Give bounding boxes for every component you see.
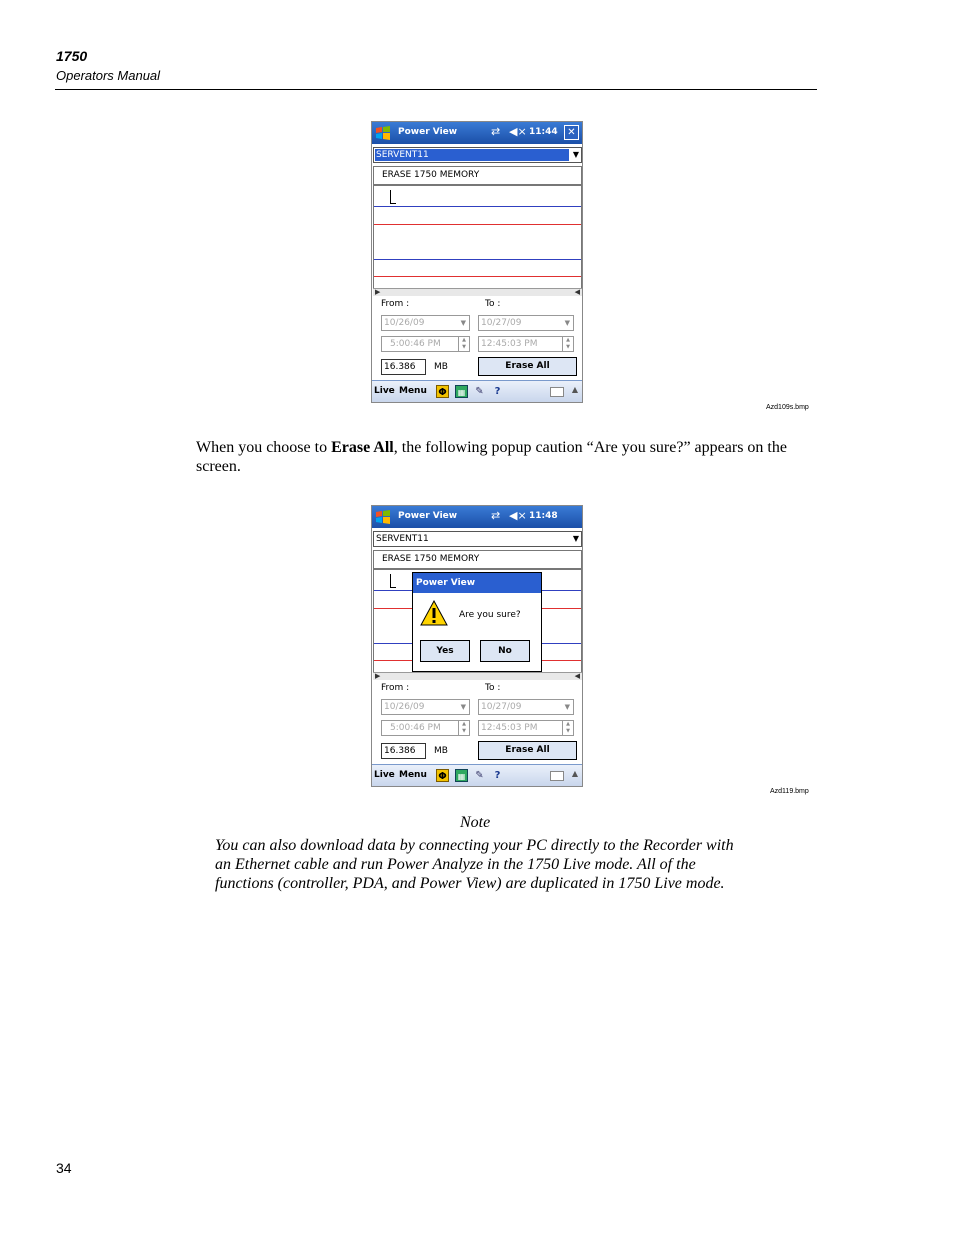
- no-button[interactable]: No: [480, 640, 530, 662]
- figure-caption: Azd109s.bmp: [766, 404, 809, 411]
- dialog-title: Power View: [413, 573, 541, 593]
- clock[interactable]: 11:44: [529, 127, 558, 137]
- menu-live[interactable]: Live: [374, 386, 395, 396]
- to-time-value: 12:45:03 PM: [481, 339, 538, 349]
- yes-button[interactable]: Yes: [420, 640, 470, 662]
- tools-icon[interactable]: ✎: [475, 386, 484, 397]
- plot-trace: [390, 574, 396, 588]
- paragraph-text: When you choose to: [196, 439, 332, 456]
- erase-memory-label: ERASE 1750 MEMORY: [373, 166, 582, 185]
- chevron-down-icon: ▼: [572, 150, 579, 159]
- confirm-dialog: [412, 572, 542, 672]
- pda-screen-erase: [371, 121, 583, 403]
- plot-trace: [390, 190, 396, 204]
- chevron-down-icon: ▼: [564, 319, 570, 327]
- speaker-icon[interactable]: ◀×: [509, 509, 527, 522]
- scroll-left-icon[interactable]: ▶: [375, 672, 381, 680]
- title-bar: [372, 122, 582, 144]
- clock[interactable]: 11:48: [529, 511, 558, 521]
- plot-line-blue: [374, 206, 581, 207]
- window-title: Power View: [398, 511, 458, 521]
- size-unit: MB: [434, 362, 448, 372]
- plot-line-blue: [374, 259, 581, 260]
- speaker-icon[interactable]: ◀×: [509, 125, 527, 138]
- menu-bar: [372, 380, 582, 402]
- title-bar: [372, 506, 582, 528]
- help-icon[interactable]: ?: [494, 386, 501, 397]
- close-button[interactable]: ✕: [564, 125, 579, 140]
- menu-live[interactable]: Live: [374, 770, 395, 780]
- pda-screen-confirm: [371, 505, 583, 787]
- device-select-value: SERVENT11: [376, 534, 429, 544]
- from-date-field[interactable]: [381, 699, 470, 715]
- to-label: To :: [485, 299, 501, 309]
- menu-bar: [372, 764, 582, 786]
- size-field: 16.386: [381, 743, 426, 759]
- device-select-value: SERVENT11: [375, 149, 569, 161]
- doc-title: 1750: [56, 48, 88, 64]
- keyboard-icon[interactable]: [550, 387, 564, 397]
- chevron-down-icon: ▼: [460, 703, 466, 711]
- time-spinner-icon[interactable]: ▲ ▼: [562, 721, 573, 735]
- plot-line-red: [374, 224, 581, 225]
- erase-all-button[interactable]: Erase All: [478, 357, 577, 376]
- to-time-value: 12:45:03 PM: [481, 723, 538, 733]
- warning-icon: [420, 600, 448, 626]
- to-time-field[interactable]: [478, 336, 574, 352]
- time-spinner-icon[interactable]: ▲ ▼: [458, 337, 469, 351]
- menu-menu[interactable]: Menu: [399, 770, 427, 780]
- dialog-message: Are you sure?: [459, 610, 521, 620]
- to-date-value: 10/27/09: [481, 318, 522, 328]
- header-rule: [55, 89, 817, 90]
- chevron-down-icon: ▼: [572, 534, 579, 543]
- from-date-value: 10/26/09: [384, 702, 425, 712]
- doc-subtitle: Operators Manual: [56, 68, 161, 83]
- from-label: From :: [381, 299, 410, 309]
- chevron-up-icon[interactable]: ▲: [571, 769, 578, 778]
- grid-icon[interactable]: ▦: [455, 769, 468, 782]
- to-time-field[interactable]: [478, 720, 574, 736]
- scroll-right-icon[interactable]: ◀: [574, 672, 580, 680]
- from-date-value: 10/26/09: [384, 318, 425, 328]
- plot-line-red: [374, 276, 581, 277]
- scroll-right-icon[interactable]: ◀: [574, 288, 580, 296]
- from-time-value: 5:00:46 PM: [390, 723, 441, 733]
- connectivity-icon[interactable]: ⇄: [491, 125, 501, 138]
- to-label: To :: [485, 683, 501, 693]
- chevron-up-icon[interactable]: ▲: [571, 385, 578, 394]
- grid-icon[interactable]: ▦: [455, 385, 468, 398]
- from-time-field[interactable]: [381, 720, 470, 736]
- from-label: From :: [381, 683, 410, 693]
- figure-caption: Azd119.bmp: [770, 788, 809, 795]
- paragraph-text: , the following popup caution “Are you sure?” appears on the screen.: [196, 439, 787, 475]
- page-number: 34: [56, 1160, 72, 1176]
- note-body: You can also download data by connecting your PC directly to the Recorder with an Ethernet cable and run Power Analyze in the 1750 Live mode. All of the functions (controller, PDA, and Power View) are duplicated in 1750 Live mode.: [215, 837, 734, 892]
- keyboard-icon[interactable]: [550, 771, 564, 781]
- to-date-field[interactable]: [478, 699, 574, 715]
- chevron-down-icon: ▼: [564, 703, 570, 711]
- from-time-value: 5:00:46 PM: [390, 339, 441, 349]
- tools-icon[interactable]: ✎: [475, 770, 484, 781]
- note-title: Note: [460, 814, 491, 831]
- to-date-value: 10/27/09: [481, 702, 522, 712]
- to-date-field[interactable]: [478, 315, 574, 331]
- chevron-down-icon: ▼: [460, 319, 466, 327]
- device-select[interactable]: [373, 531, 582, 547]
- body-paragraph: [196, 438, 816, 476]
- menu-menu[interactable]: Menu: [399, 386, 427, 396]
- phi-icon[interactable]: Φ: [436, 769, 449, 782]
- erase-memory-label: ERASE 1750 MEMORY: [373, 550, 582, 569]
- horizontal-scrollbar[interactable]: [373, 672, 582, 680]
- time-spinner-icon[interactable]: ▲ ▼: [562, 337, 573, 351]
- horizontal-scrollbar[interactable]: [373, 288, 582, 296]
- time-spinner-icon[interactable]: ▲ ▼: [458, 721, 469, 735]
- windows-start-icon[interactable]: [375, 509, 391, 525]
- plot-area: [373, 185, 582, 296]
- scroll-left-icon[interactable]: ▶: [375, 288, 381, 296]
- size-field: 16.386: [381, 359, 426, 375]
- size-unit: MB: [434, 746, 448, 756]
- windows-start-icon[interactable]: [375, 125, 391, 141]
- help-icon[interactable]: ?: [494, 770, 501, 781]
- phi-icon[interactable]: Φ: [436, 385, 449, 398]
- paragraph-bold: Erase All: [331, 439, 394, 456]
- from-time-field[interactable]: [381, 336, 470, 352]
- connectivity-icon[interactable]: ⇄: [491, 509, 501, 522]
- window-title: Power View: [398, 127, 458, 137]
- erase-all-button[interactable]: Erase All: [478, 741, 577, 760]
- device-select[interactable]: [373, 147, 582, 163]
- from-date-field[interactable]: [381, 315, 470, 331]
